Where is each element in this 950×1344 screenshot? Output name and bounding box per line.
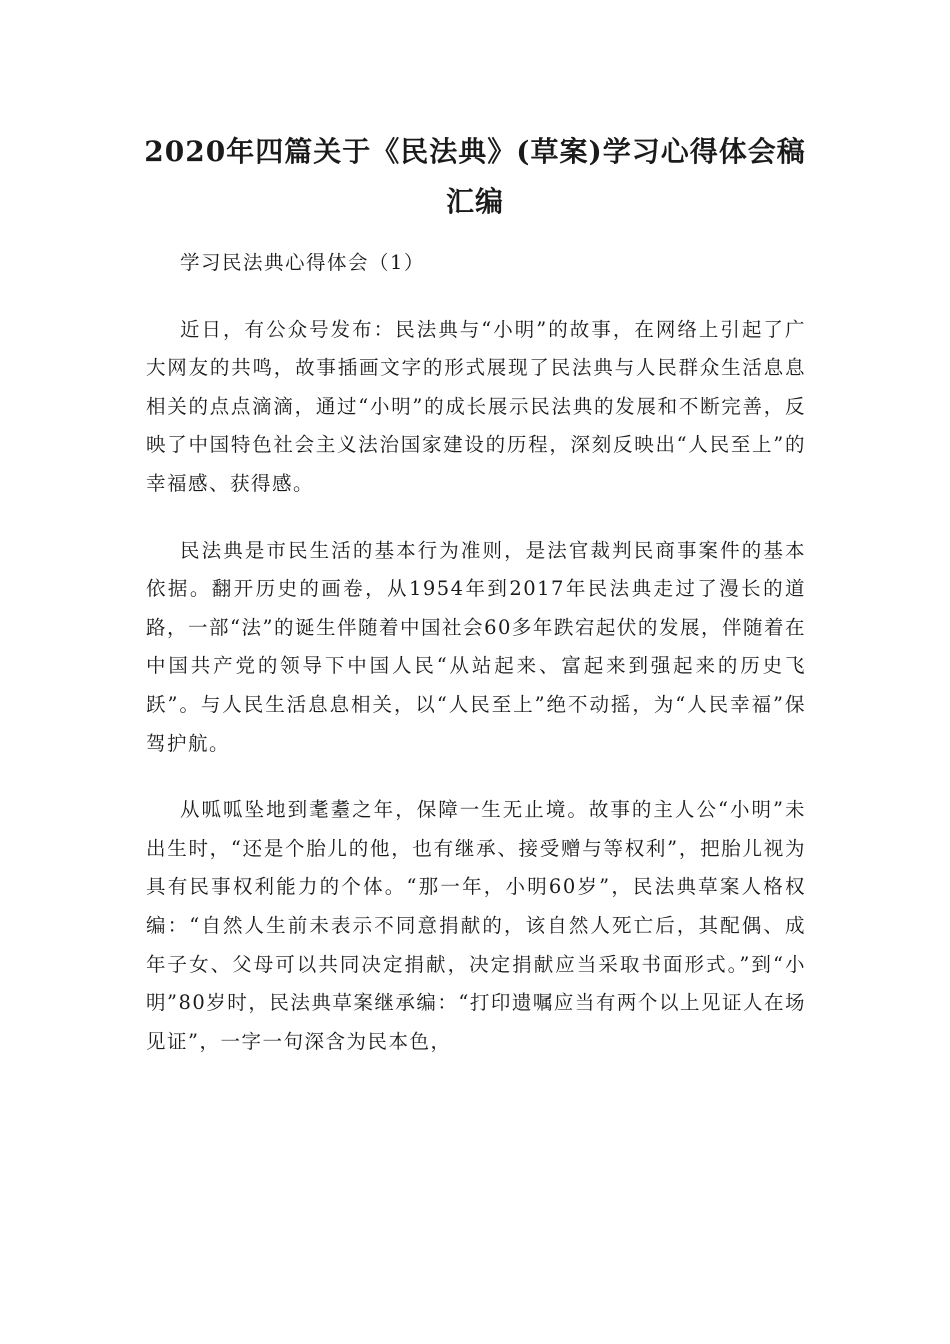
document-title-line-1: 2020年四篇关于《民法典》(草案)学习心得体会稿 bbox=[144, 135, 806, 168]
paragraph-1: 近日，有公众号发布：民法典与“小明”的故事，在网络上引起了广大网友的共鸣，故事插画文字的形式展现了民法典与人民群众生活息息相关的点点滴滴，通过“小明”的成长展示民法典的发展和不断完善，反映了中国特色社会主义法治国家建设的历程，深刻反映出“人民至上”的幸福感、获得感。 bbox=[146, 317, 806, 495]
paragraph-2: 民法典是市民生活的基本行为准则，是法官裁判民商事案件的基本依据。翻开历史的画卷，从1954年到2017年民法典走过了漫长的道路，一部“法”的诞生伴随着中国社会60多年跌宕起伏的发展，伴随着在中国共产党的领导下中国人民“从站起来、富起来到强起来的历史飞跃”。与人民生活息息相关，以“人民至上”绝不动摇，为“人民幸福”保驾护航。 bbox=[146, 538, 806, 755]
document-title-line-2: 汇编 bbox=[445, 185, 504, 218]
section-heading: 学习民法典心得体会（1） bbox=[180, 251, 425, 274]
paragraph-3: 从呱呱坠地到耄耋之年，保障一生无止境。故事的主人公“小明”未出生时，“还是个胎儿的他，也有继承、接受赠与等权利”，把胎儿视为具有民事权利能力的个体。“那一年，小明60岁”，民法典草案人格权编：“自然人生前未表示不同意捐献的，该自然人死亡后，其配偶、成年子女、父母可以共同决定捐献，决定捐献应当采取书面形式。”到“小明”80岁时，民法典草案继承编：“打印遗嘱应当有两个以上见证人在场见证”，一字一句深含为民本色， bbox=[146, 798, 806, 1053]
document-body bbox=[146, 244, 806, 1089]
